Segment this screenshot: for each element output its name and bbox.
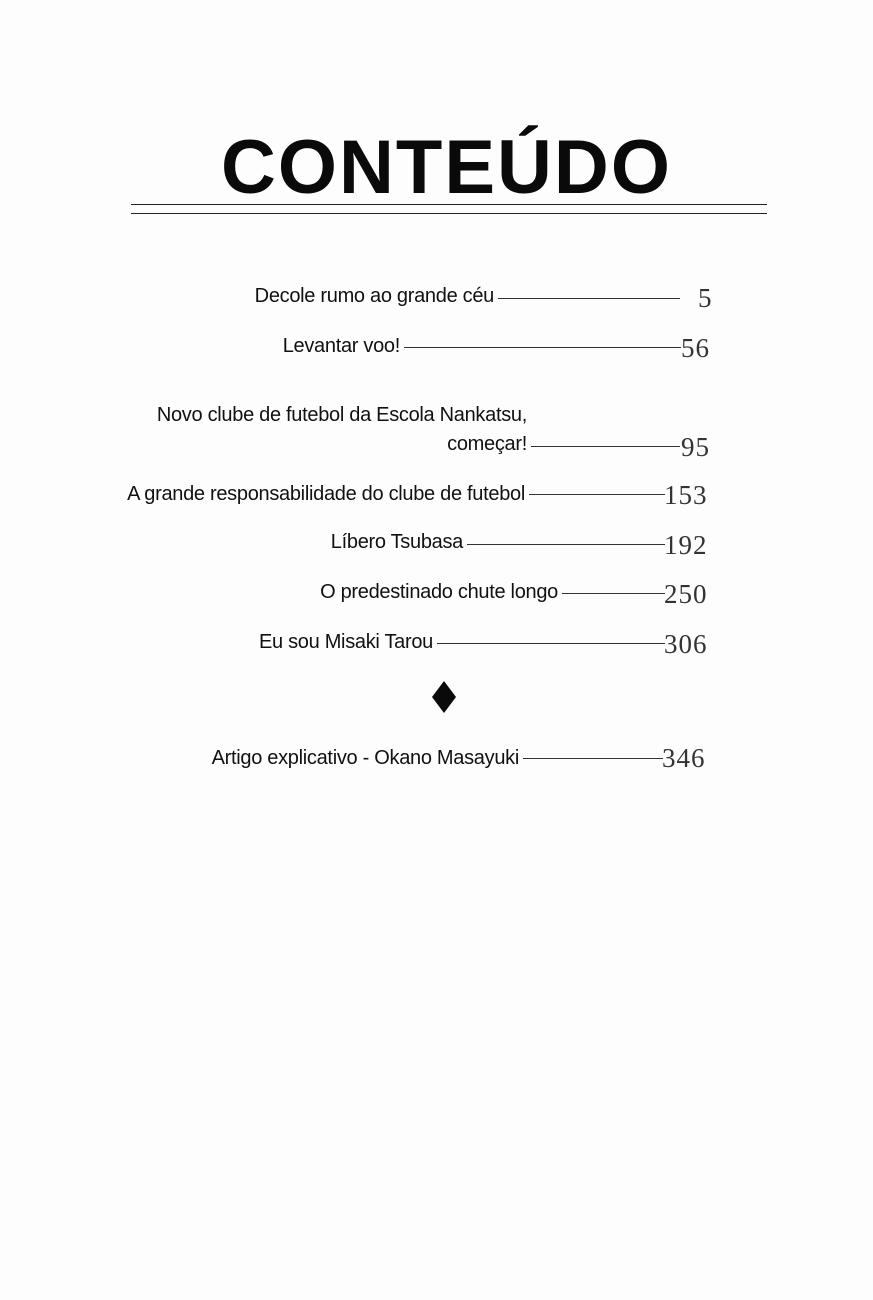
- toc-entry-label-wrap: [0, 580, 558, 610]
- toc-entry-label: Líbero Tsubasa: [330, 531, 463, 553]
- toc-leader-line: [529, 494, 665, 495]
- toc-leader-line: [523, 758, 663, 759]
- toc-entry-label-wrap: [0, 746, 519, 776]
- toc-entry-label-wrap: [0, 403, 527, 433]
- toc-leader-line: [531, 446, 680, 447]
- toc-entry-label: A grande responsabilidade do clube de futebol: [127, 483, 525, 505]
- toc-page-number: 95: [681, 432, 710, 462]
- page-title: CONTEÚDO: [221, 125, 672, 210]
- toc-entry-label-wrap: [0, 284, 494, 314]
- title-underline-bottom: [131, 213, 767, 214]
- toc-entry-label-line1: Novo clube de futebol da Escola Nankatsu,: [156, 404, 527, 426]
- toc-page-number: 153: [664, 480, 708, 510]
- toc-leader-line: [562, 593, 665, 594]
- toc-entry-label-wrap: [0, 530, 463, 560]
- toc-entry-label: Levantar voo!: [282, 335, 400, 357]
- toc-leader-line: [404, 347, 681, 348]
- toc-page-number: 5: [698, 283, 713, 313]
- toc-entry-label-line2: começar!: [447, 433, 527, 455]
- toc-entry-label: O predestinado chute longo: [320, 581, 558, 603]
- toc-entry-label: Eu sou Misaki Tarou: [258, 631, 433, 653]
- toc-entry-label: Decole rumo ao grande céu: [254, 285, 494, 307]
- toc-page-number: 346: [662, 743, 706, 773]
- toc-leader-line: [498, 298, 680, 299]
- toc-page-number: 250: [664, 579, 708, 609]
- toc-page-number: 192: [664, 530, 708, 560]
- toc-entry-label-wrap: [0, 432, 527, 462]
- toc-entry-label-wrap: [0, 630, 433, 660]
- toc-leader-line: [437, 643, 665, 644]
- toc-entry-label-wrap: [0, 334, 400, 364]
- toc-page-number: 306: [664, 629, 708, 659]
- toc-entry-label-wrap: [0, 482, 525, 512]
- toc-leader-line: [467, 544, 665, 545]
- diamond-icon: [432, 681, 456, 713]
- toc-entry-label: Artigo explicativo - Okano Masayuki: [211, 747, 519, 769]
- toc-page-number: 56: [681, 333, 710, 363]
- title-underline-top: [131, 204, 767, 205]
